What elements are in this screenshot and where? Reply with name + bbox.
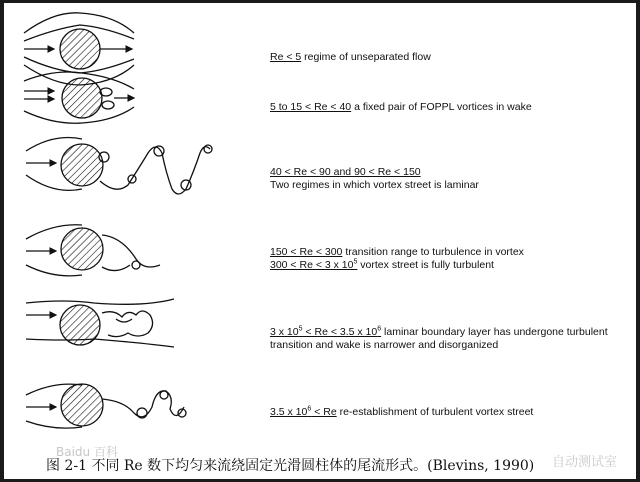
watermark-left: Baidu 百科 [56,445,118,459]
regime-6-range: 3.5 x $10^6 < Re$ [270,405,337,418]
regime-6-text: re-establishment of turbulent vortex street [336,406,534,418]
regime-4-text2: vortex street is fully turbulent [357,259,494,271]
regime-2-text: a fixed pair of FOPPL vortices in wake [351,101,532,113]
regime-5-text: laminar boundary layer has undergone turbulent [381,326,608,338]
regime-1-text: regime of unseparated flow [301,51,431,63]
regime-3-label [270,166,421,179]
regime-4-line2 [270,259,494,272]
regime-5-line2: transition and wake is narrower and disorganized [270,339,499,351]
regime-2-label [270,101,532,114]
regime-6-label [270,406,533,419]
regime-3-line2: Two regimes in which vortex street is laminar [270,179,479,191]
regime-6-sketch [26,384,186,428]
regime-5-range: 3 x $10^5 < Re < 3.5$ x $10^6$ [270,325,382,338]
regime-1-label [270,51,431,64]
figure-caption: 图 2-1 不同 Re 数下均匀来流绕固定光滑圆柱体的尾流形式。(Blevins, 1990) [46,458,535,474]
regime-1-sketch [24,13,134,85]
regime-3-sketch [26,138,212,195]
regime-3-range: 40 < Re < 90 and 90 < Re < 150 [270,166,421,178]
regime-5-sketch [26,299,174,347]
regime-2-sketch [24,72,134,123]
regime-4-text: transition range to turbulence in vortex [342,246,524,258]
regime-5-label [270,326,608,339]
regime-4-sketch [26,225,160,276]
watermark-right: 自动测试室 [552,455,618,470]
regime-4-range: 150 < Re < 300 [270,246,343,258]
regime-2-range: 5 to 15 < Re < 40 [270,101,352,113]
figure-frame [4,3,636,479]
regime-1-range: Re < 5 [270,51,302,63]
regime-4-range2: 300 < Re < 3 x $10^5$ [270,258,358,271]
regime-4-label [270,246,524,259]
